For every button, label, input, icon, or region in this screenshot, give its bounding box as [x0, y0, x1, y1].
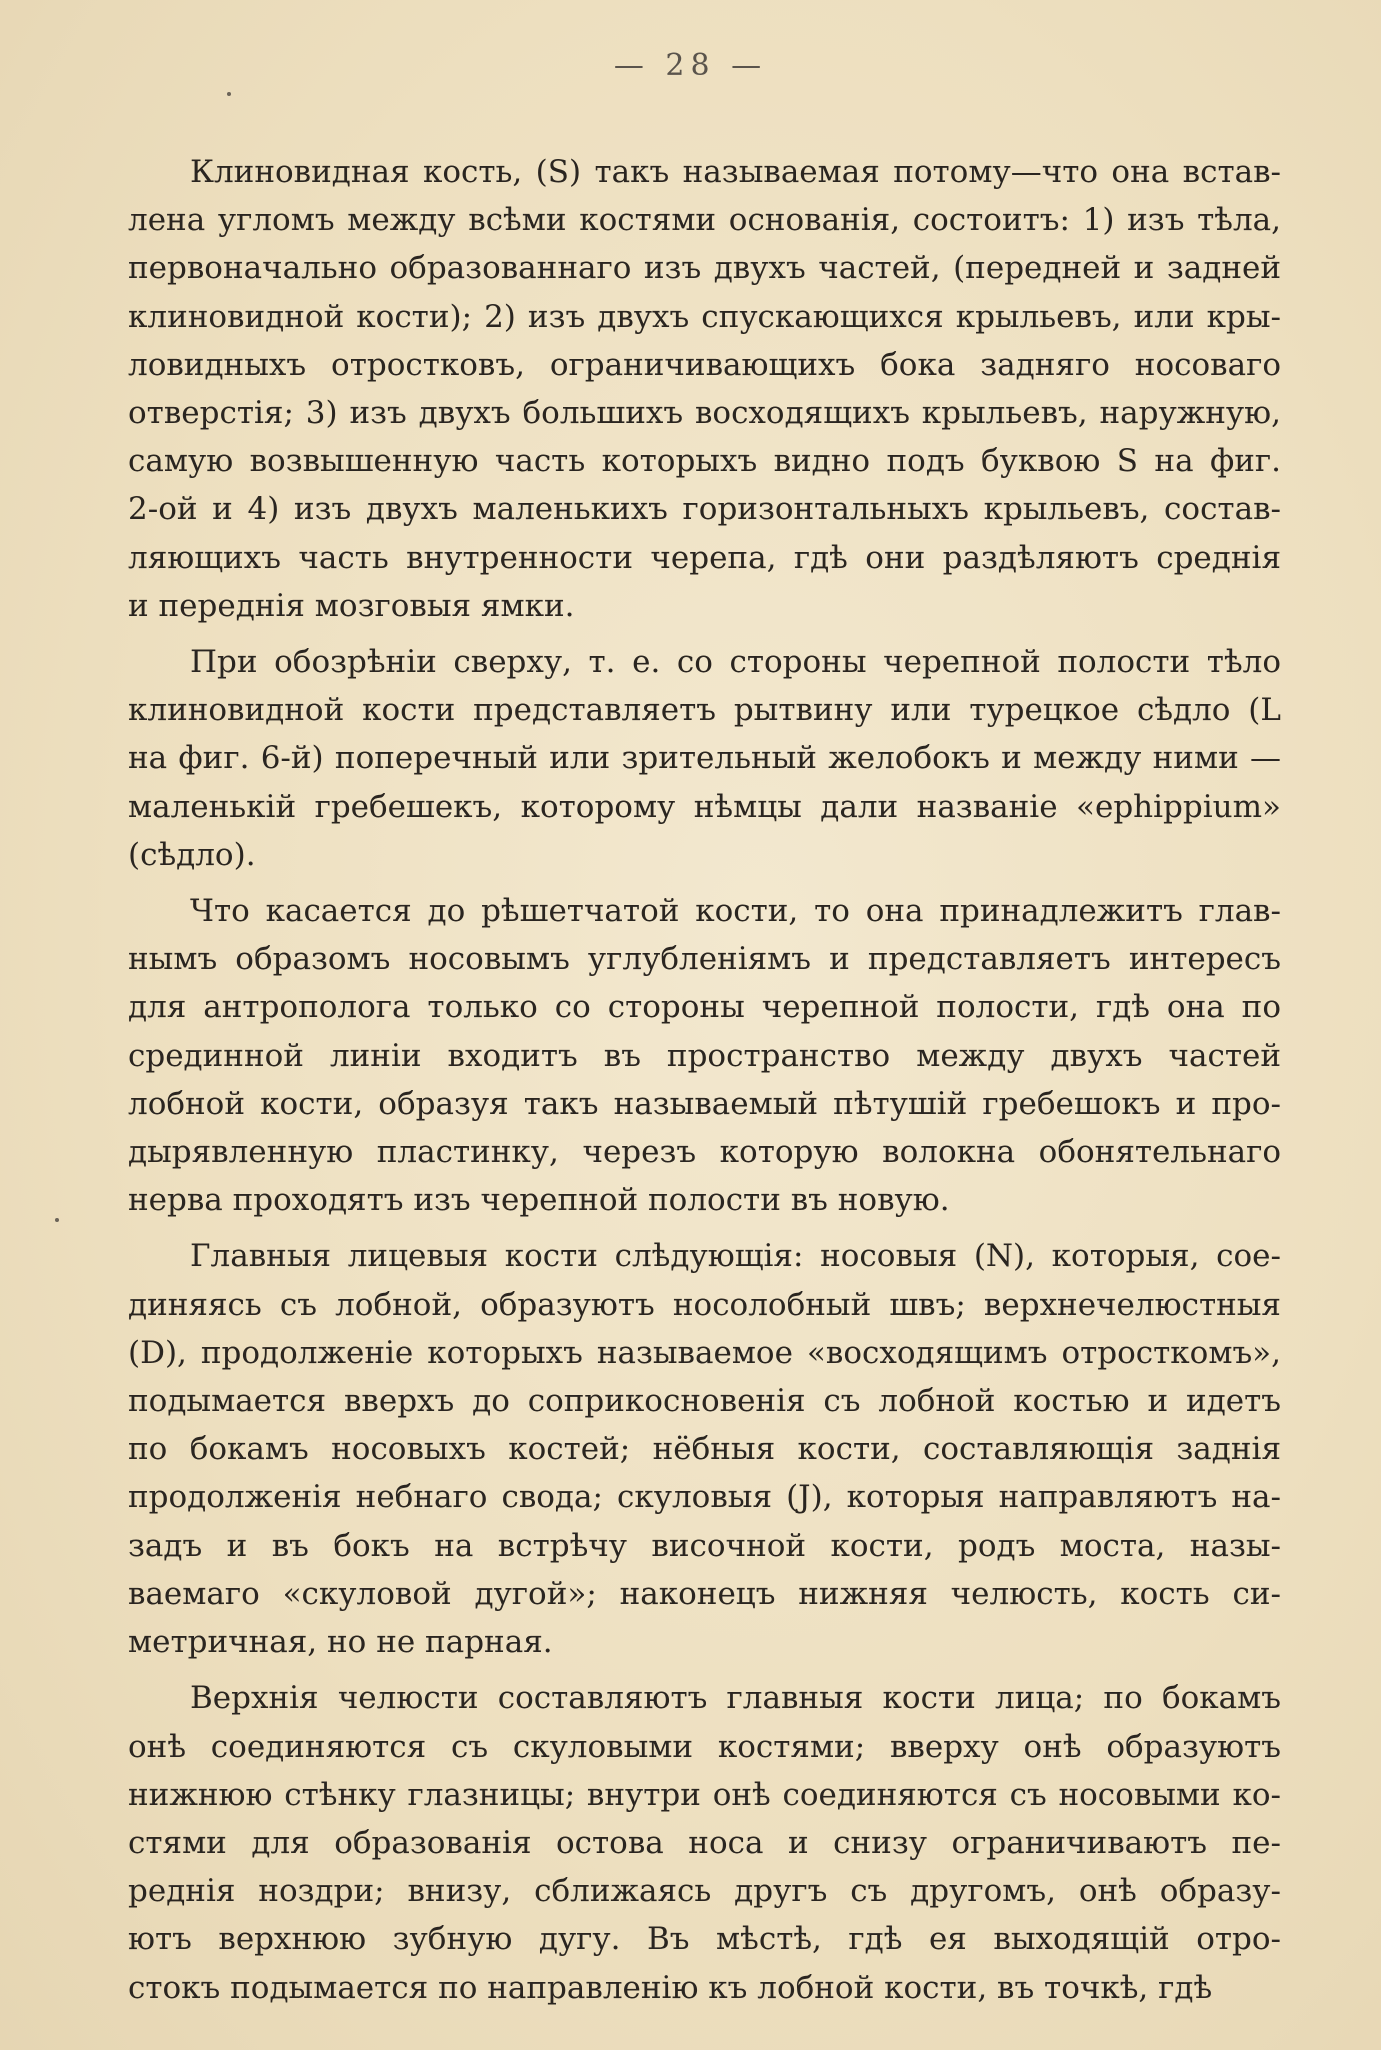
text-line: реднія ноздри; внизу, сближаясь другъ съ другомъ, онѣ образу- — [128, 1873, 1281, 1910]
text-line: отверстія; 3) изъ двухъ большихъ восходящихъ крыльевъ, наружную, — [128, 395, 1281, 432]
text-line: и переднія мозговыя ямки. — [128, 587, 575, 624]
text-line: 2-ой и 4) изъ двухъ маленькихъ горизонтальныхъ крыльевъ, состав- — [128, 491, 1281, 528]
paragraph — [128, 1674, 1281, 2011]
text-line: клиновидной кости); 2) изъ двухъ спускающихся крыльевъ, или кры- — [128, 298, 1281, 335]
paragraph — [128, 887, 1281, 1224]
text-line: продолженія небнаго свода; скуловыя (J), которыя направляютъ на- — [128, 1479, 1281, 1516]
text-line: самую возвышенную часть которыхъ видно подъ буквою S на фиг. — [128, 443, 1281, 480]
text-line: клиновидной кости представляетъ рытвину или турецкое сѣдло (L — [128, 692, 1281, 729]
text-line: по бокамъ носовыхъ костей; нёбныя кости, составляющія заднія — [128, 1431, 1281, 1468]
text-line: (D), продолженіе которыхъ называемое «восходящимъ отросткомъ», — [128, 1334, 1281, 1371]
text-line: Верхнія челюсти составляютъ главныя кости лица; по бокамъ — [190, 1680, 1281, 1717]
speck-mark — [55, 1218, 59, 1222]
text-line: стокъ подымается по направленію къ лобной кости, въ точкѣ, гдѣ — [128, 1969, 1213, 2006]
text-line: на фиг. 6-й) поперечный или зрительный желобокъ и между ними — — [128, 740, 1281, 777]
text-line: метричная, но не парная. — [128, 1624, 553, 1661]
text-line: срединной линіи входитъ въ пространство между двухъ частей — [128, 1037, 1281, 1074]
text-line: стями для образованія остова носа и снизу ограничиваютъ пе- — [128, 1824, 1281, 1861]
text-line: диняясь съ лобной, образуютъ носолобный швъ; верхнечелюстныя — [128, 1286, 1281, 1323]
paragraph — [128, 148, 1281, 630]
speck-mark — [227, 92, 231, 96]
text-line: лена угломъ между всѣми костями основанія, состоитъ: 1) изъ тѣла, — [128, 202, 1281, 239]
text-line: дырявленную пластинку, черезъ которую волокна обонятельнаго — [128, 1134, 1281, 1171]
text-line: нымъ образомъ носовымъ углубленіямъ и представляетъ интересъ — [128, 941, 1281, 978]
text-line: Что касается до рѣшетчатой кости, то она принадлежитъ глав- — [190, 893, 1281, 930]
text-line: первоначально образованнаго изъ двухъ частей, (передней и задней — [128, 250, 1281, 287]
text-line: Главныя лицевыя кости слѣдующія: носовыя (N), которыя, сое- — [190, 1238, 1281, 1275]
text-line: ваемаго «скуловой дугой»; наконецъ нижняя челюсть, кость си- — [128, 1575, 1281, 1612]
text-line: нерва проходятъ изъ черепной полости въ новую. — [128, 1182, 950, 1219]
text-line: задъ и въ бокъ на встрѣчу височной кости, родъ моста, назы- — [128, 1527, 1281, 1564]
text-line: Клиновидная кость, (S) такъ называемая потому—что она встав- — [190, 154, 1281, 190]
page-number: — 28 — — [613, 48, 768, 83]
text-line: онѣ соединяются съ скуловыми костями; вверху онѣ образуютъ — [128, 1728, 1281, 1765]
paragraph — [128, 638, 1281, 879]
text-line: ютъ верхнюю зубную дугу. Въ мѣстѣ, гдѣ ея выходящій отро- — [128, 1921, 1281, 1958]
text-line: (сѣдло). — [128, 836, 256, 873]
text-line: маленькій гребешекъ, которому нѣмцы дали названіе «ephippium» — [128, 788, 1281, 825]
body-text — [128, 148, 1281, 2020]
text-line: для антрополога только со стороны черепной полости, гдѣ она по — [128, 989, 1281, 1026]
text-line: ловидныхъ отростковъ, ограничивающихъ бока задняго носоваго — [128, 346, 1281, 383]
text-line: нижнюю стѣнку глазницы; внутри онѣ соединяются съ носовыми ко- — [128, 1776, 1281, 1813]
text-line: лобной кости, образуя такъ называемый пѣтушій гребешокъ и про- — [128, 1085, 1281, 1122]
text-line: подымается вверхъ до соприкосновенія съ лобной костью и идетъ — [128, 1383, 1281, 1420]
text-line: При обозрѣніи сверху, т. е. со стороны черепной полости тѣло — [190, 644, 1281, 681]
paragraph — [128, 1232, 1281, 1666]
text-line: ляющихъ часть внутренности черепа, гдѣ они раздѣляютъ среднія — [128, 539, 1281, 576]
